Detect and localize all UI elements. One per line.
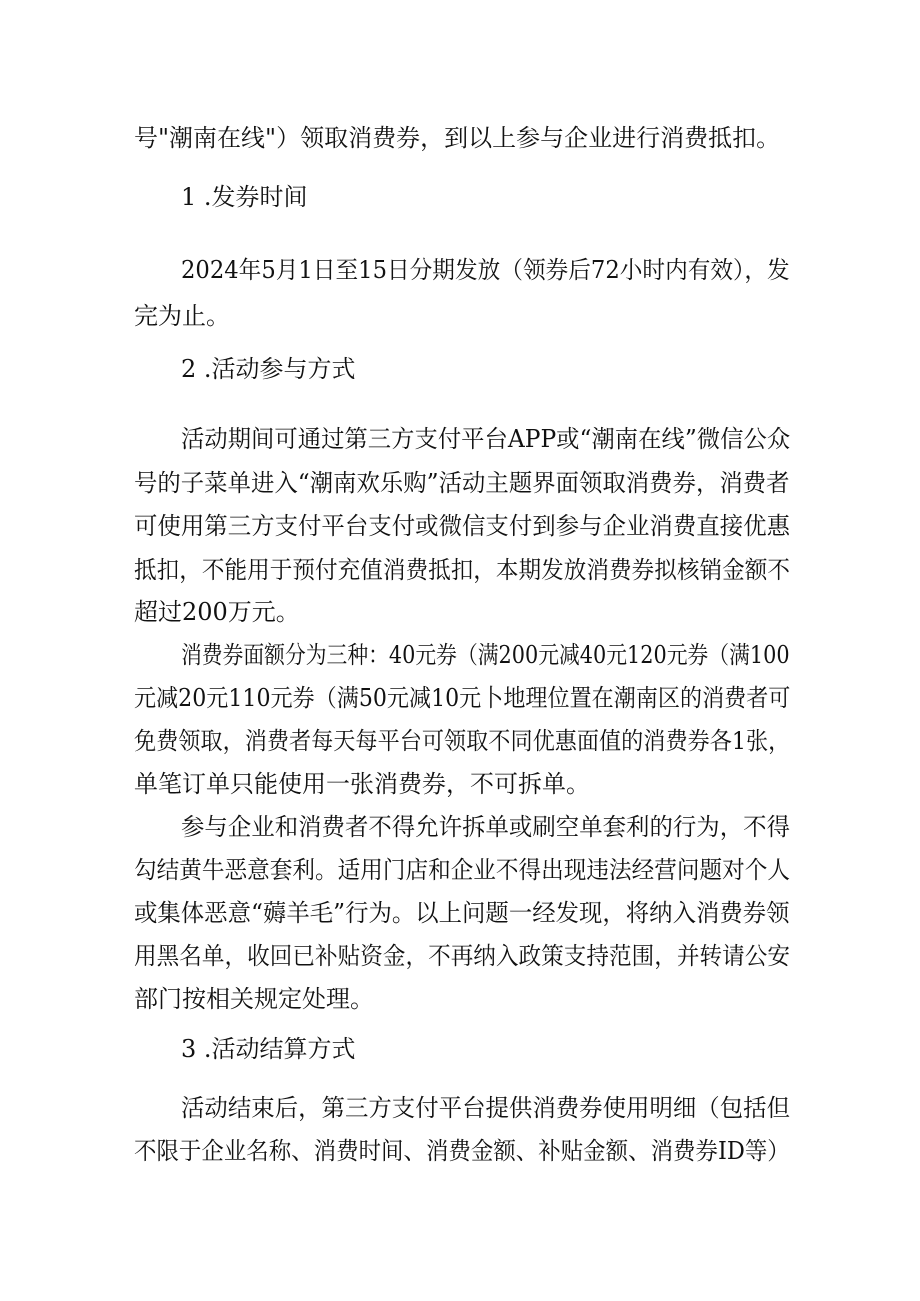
paragraph-line: 用黑名单，收回已补贴资金，不再纳入政策支持范围，并转请公安 bbox=[134, 942, 790, 970]
paragraph-line: 完为止。 bbox=[134, 302, 230, 330]
paragraph-line: 活动结束后，第三方支付平台提供消费券使用明细（包括但 bbox=[181, 1094, 790, 1122]
paragraph-line: 超过200万元。 bbox=[134, 598, 300, 626]
paragraph-line: 部门按相关规定处理。 bbox=[134, 985, 374, 1013]
continuation-line: 号"潮南在线"）领取消费券，到以上参与企业进行消费抵扣。 bbox=[134, 124, 781, 152]
paragraph-line: 抵扣，不能用于预付充值消费抵扣，本期发放消费券拟核销金额不 bbox=[134, 556, 790, 584]
paragraph-line: 单笔订单只能使用一张消费券，不可拆单。 bbox=[134, 770, 590, 798]
paragraph-line: 免费领取，消费者每天每平台可领取不同优惠面值的消费券各1张， bbox=[134, 727, 791, 755]
paragraph-line: 元减20元110元券（满50元减10元卜地理位置在潮南区的消费者可 bbox=[134, 684, 791, 712]
paragraph-line: 参与企业和消费者不得允许拆单或刷空单套利的行为，不得 bbox=[181, 813, 790, 841]
section-heading-participation: 2 .活动参与方式 bbox=[181, 355, 356, 383]
section-heading-settlement: 3 .活动结算方式 bbox=[181, 1035, 356, 1063]
paragraph-line: 号的子菜单进入“潮南欢乐购”活动主题界面领取消费券，消费者 bbox=[134, 469, 790, 497]
paragraph-line: 2024年5月1日至15日分期发放（领券后72小时内有效），发 bbox=[181, 256, 790, 284]
paragraph-line: 或集体恶意“薅羊毛”行为。以上问题一经发现，将纳入消费券领 bbox=[134, 899, 790, 927]
paragraph-line: 可使用第三方支付平台支付或微信支付到参与企业消费直接优惠 bbox=[134, 512, 790, 540]
paragraph-line: 勾结黄牛恶意套利。适用门店和企业不得出现违法经营问题对个人 bbox=[134, 856, 790, 884]
paragraph-line: 消费券面额分为三种：40元券（满200元减40元120元券（满100 bbox=[181, 641, 790, 669]
paragraph-line: 活动期间可通过第三方支付平台APP或“潮南在线”微信公众 bbox=[181, 425, 791, 453]
paragraph-line: 不限于企业名称、消费时间、消费金额、补贴金额、消费券ID等） bbox=[134, 1137, 790, 1165]
section-heading-issue-time: 1 .发券时间 bbox=[181, 183, 308, 211]
